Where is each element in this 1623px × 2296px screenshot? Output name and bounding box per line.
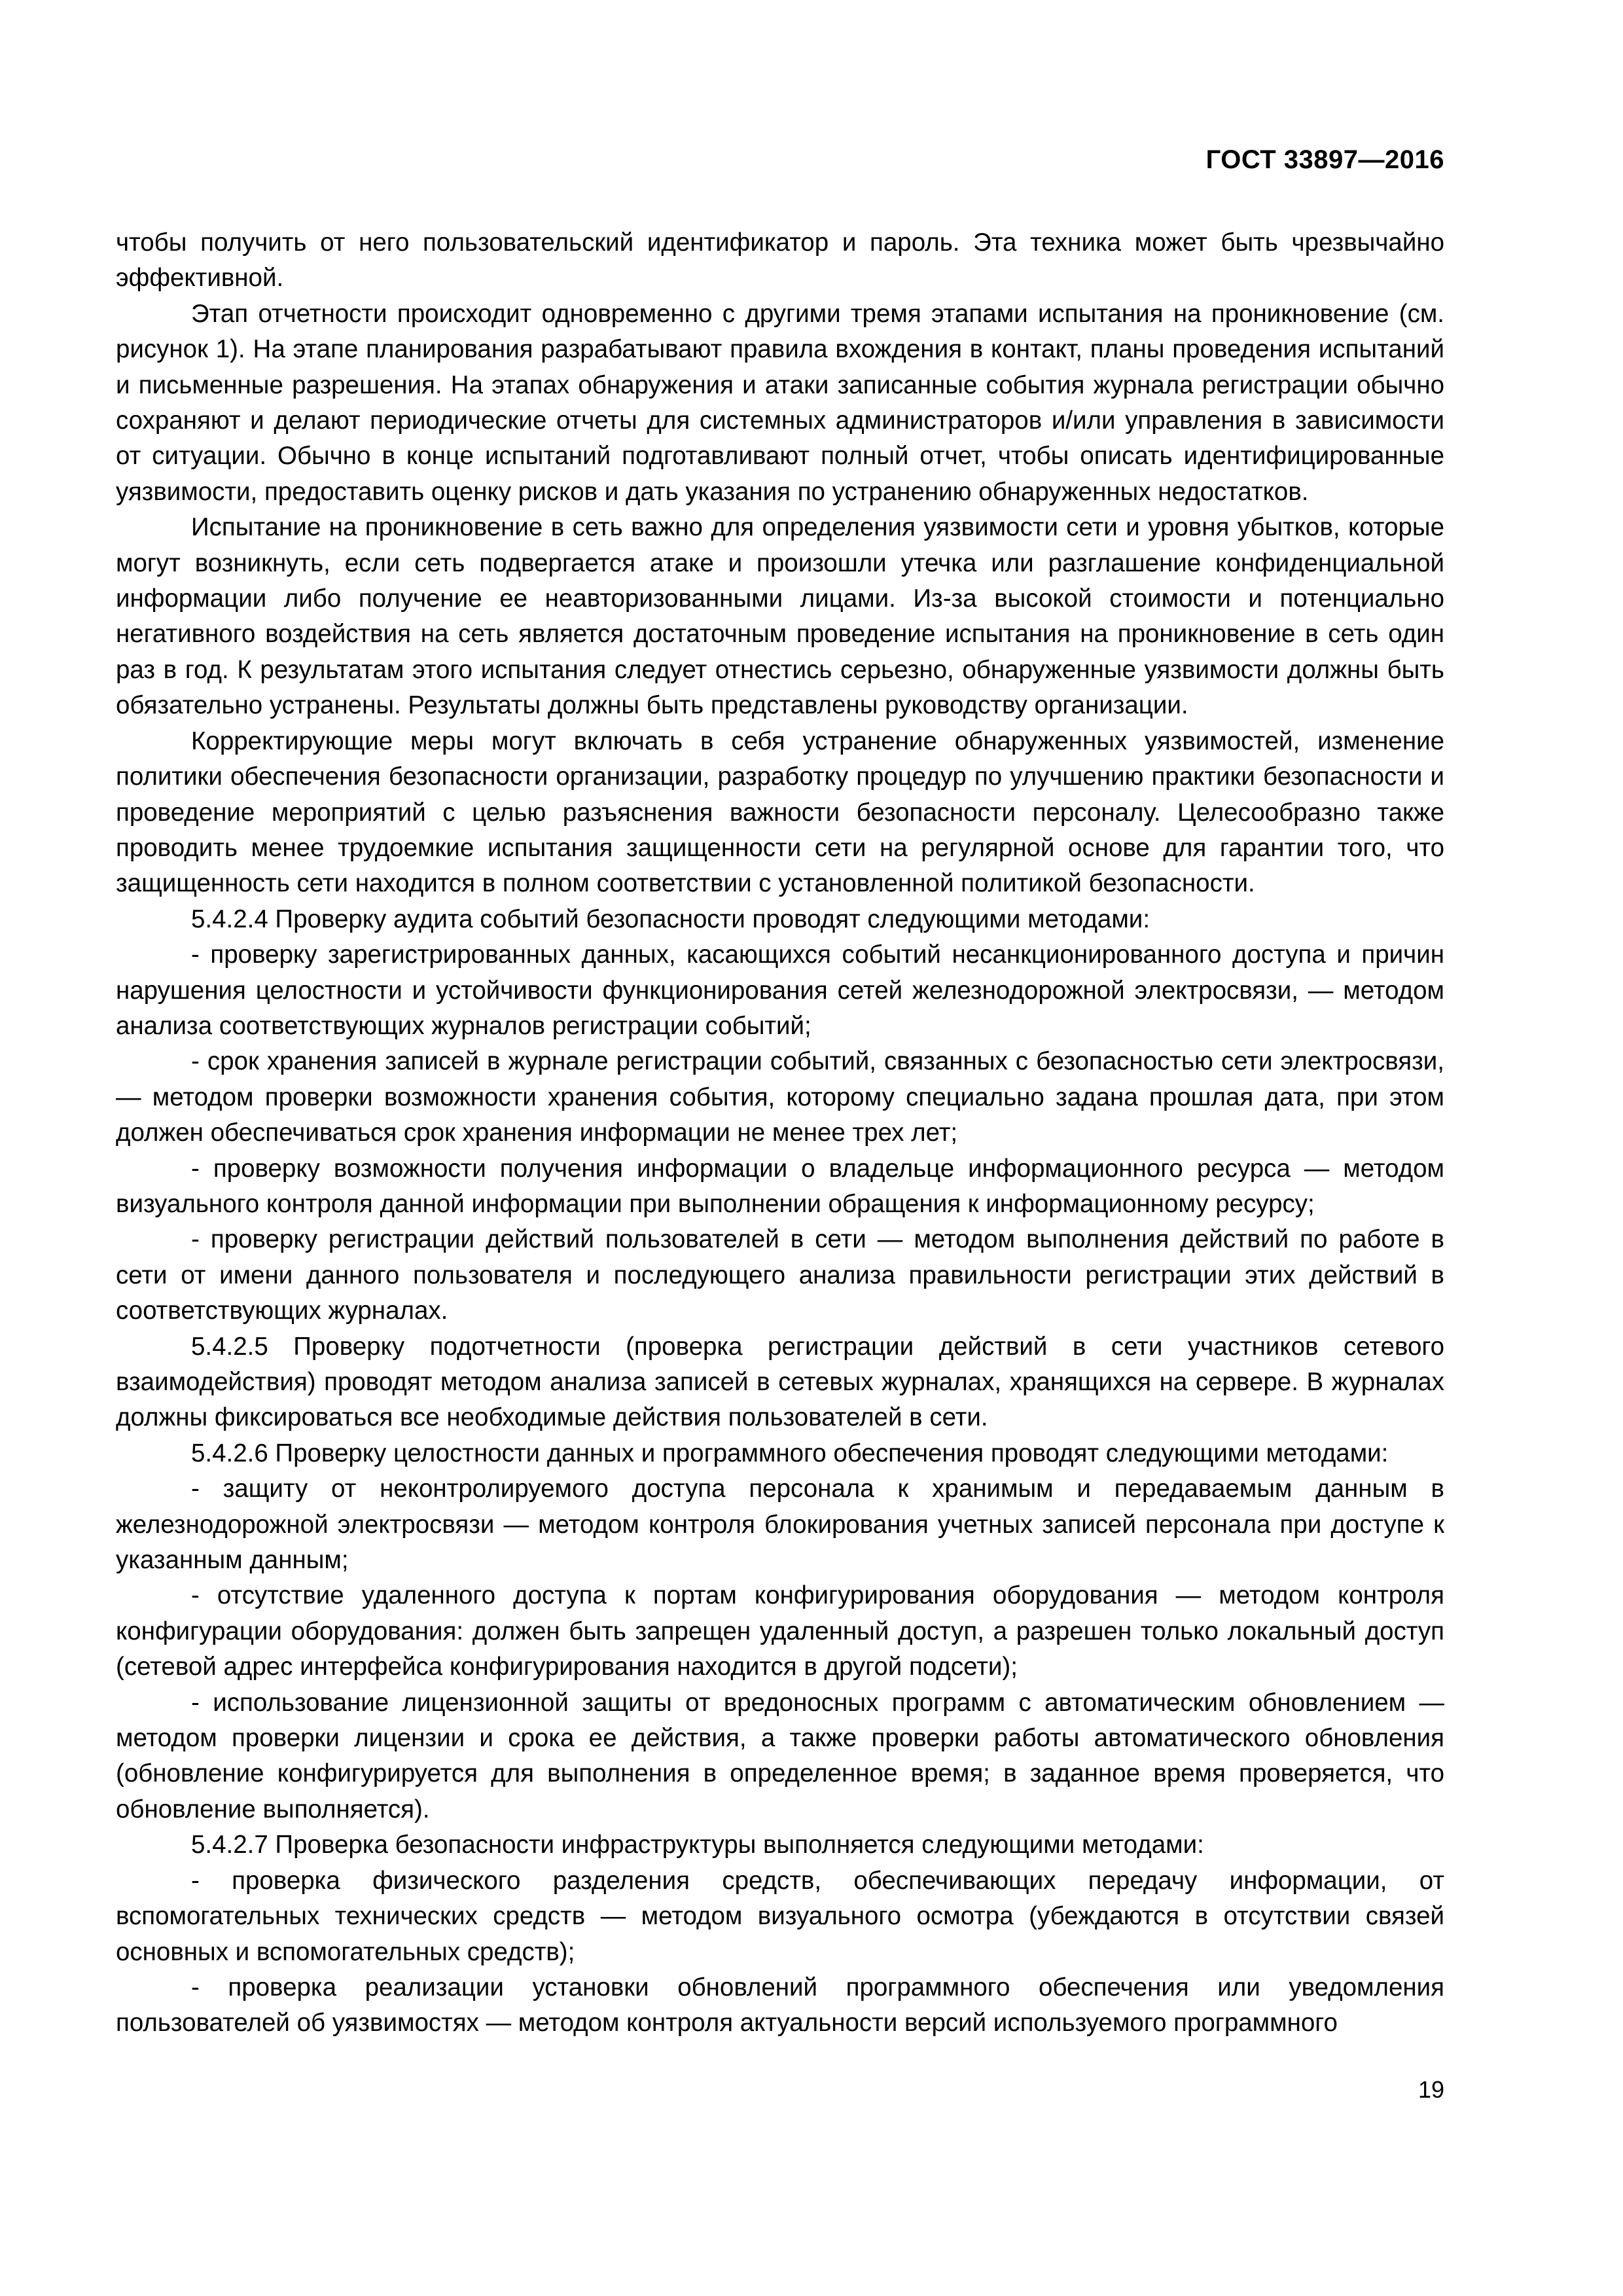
list-item: - отсутствие удаленного доступа к портам конфигурирования оборудования — методом контроля конфигурации оборудования: должен быть запрещен удаленный доступ, а разрешен только локальный доступ (сетевой адрес интерфейса конфигурирования находится в другой подсети); [116, 1581, 1444, 1681]
list-item: - срок хранения записей в журнале регистрации событий, связанных с безопасностью сети электросвязи, — методом проверки возможности хранения события, которому специально задана прошлая дата, при этом должен обеспечиваться срок хранения информации не менее трех лет; [116, 1047, 1444, 1147]
paragraph-corrective-measures: Корректирующие меры могут включать в себя устранение обнаруженных уязвимостей, изменение политики обеспечения безопасности организации, разработку процедур по улучшению практики безопасности и проведение мероприятий с целью разъяснения важности безопасности персоналу. Целесообразно также проводить менее трудоемкие испытания защищенности сети на регулярной основе для гарантии того, что защищенность сети находится в полном соответствии с установленной политикой безопасности. [116, 726, 1444, 898]
list-item: - проверку возможности получения информации о владельце информационного ресурса — методом визуального контроля данной информации при выполнении обращения к информационному ресурсу; [116, 1154, 1444, 1218]
paragraph-5-4-2-7: 5.4.2.7 Проверка безопасности инфраструктуры выполняется следующими методами: [191, 1831, 1204, 1859]
paragraph-5-4-2-5: 5.4.2.5 Проверку подотчетности (проверка регистрации действий в сети участников сетевого взаимодействия) проводят методом анализа записей в сетевых журналах, хранящихся на сервере. В журналах должны фиксироваться все необходимые действия пользователей в сети. [116, 1332, 1444, 1432]
list-item: - проверка реализации установки обновлений программного обеспечения или уведомления пользователей об уязвимостях — методом контроля актуальности версий используемого программного [116, 1973, 1444, 2037]
page-number: 19 [1418, 2076, 1444, 2103]
paragraph-penetration-test: Испытание на проникновение в сеть важно для определения уязвимости сети и уровня убытков, которые могут возникнуть, если сеть подвергается атаке и произошли утечка или разглашение конфиденциальной информации либо получение ее неавторизованными лицами. Из-за высокой стоимости и потенциально негативного воздействия на сеть является достаточным проведение испытания на проникновение в сеть один раз в год. К результатам этого испытания следует отнестись серьезно, обнаруженные уязвимости должны быть обязательно устранены. Результаты должны быть представлены руководству организации. [116, 513, 1444, 720]
list-item: - проверку регистрации действий пользователей в сети — методом выполнения действий по работе в сети от имени данного пользователя и последующего анализа правильности регистрации этих действий в соответствующих журналах. [116, 1225, 1444, 1325]
paragraph-reporting-stage: Этап отчетности происходит одновременно с другими тремя этапами испытания на проникновение (см. рисунок 1). На этапе планирования разрабатывают правила вхождения в контакт, планы проведения испытаний и письменные разрешения. На этапах обнаружения и атаки записанные события журнала регистрации обычно сохраняют и делают периодические отчеты для системных администраторов и/или управления в зависимости от ситуации. Обычно в конце испытаний подготавливают полный отчет, чтобы описать идентифицированные уязвимости, предоставить оценку рисков и дать указания по устранению обнаруженных недостатков. [116, 299, 1444, 506]
paragraph-continuation: чтобы получить от него пользовательский идентификатор и пароль. Эта техника может быть чрезвычайно эффективной. [116, 228, 1444, 293]
standard-header: ГОСТ 33897—2016 [1205, 145, 1444, 174]
paragraph-5-4-2-6: 5.4.2.6 Проверку целостности данных и программного обеспечения проводят следующими методами: [191, 1439, 1389, 1467]
list-item: - использование лицензионной защиты от вредоносных программ с автоматическим обновлением — методом проверки лицензии и срока ее действия, а также проверки работы автоматического обновления (обновление конфигурируется для выполнения в определенное время; в заданное время проверяется, что обновление выполняется). [116, 1688, 1444, 1823]
list-item: - проверка физического разделения средств, обеспечивающих передачу информации, от вспомогательных технических средств — методом визуального осмотра (убеждаются в отсутствии связей основных и вспомогательных средств); [116, 1866, 1444, 1966]
list-item: - защиту от неконтролируемого доступа персонала к хранимым и передаваемым данным в железнодорожной электросвязи — методом контроля блокирования учетных записей персонала при доступе к указанным данным; [116, 1475, 1444, 1575]
paragraph-5-4-2-4: 5.4.2.4 Проверку аудита событий безопасности проводят следующими методами: [191, 905, 1150, 933]
body-text [116, 225, 1444, 2041]
list-item: - проверку зарегистрированных данных, касающихся событий несанкционированного доступа и причин нарушения целостности и устойчивости функционирования сетей железнодорожной электросвязи, — методом анализа соответствующих журналов регистрации событий; [116, 941, 1444, 1040]
